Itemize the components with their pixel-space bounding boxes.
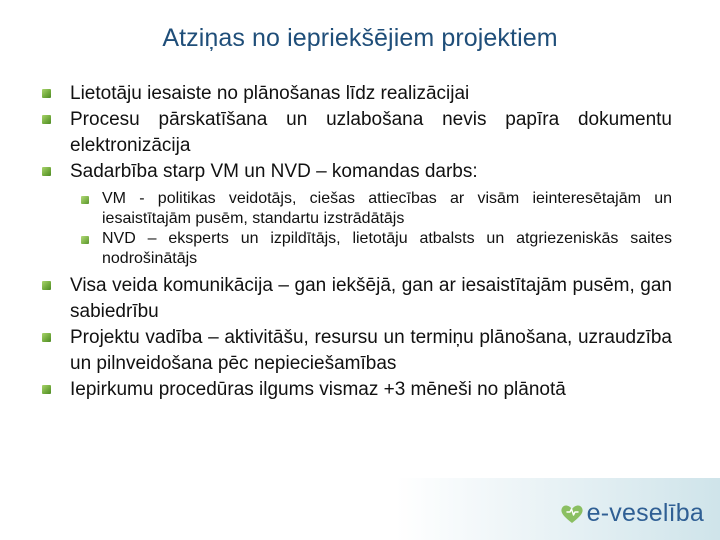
sub-bullet-text: NVD – eksperts un izpildītājs, lietotāju atbalsts un atgriezeniskās saites nodrošinātājs bbox=[102, 230, 672, 267]
square-bullet-icon bbox=[81, 236, 89, 244]
heart-leaf-icon bbox=[559, 503, 585, 525]
bullet-text: Lietotāju iesaiste no plānošanas līdz realizācijai bbox=[70, 83, 470, 104]
square-bullet-icon bbox=[42, 281, 51, 290]
slide-title: Atziņas no iepriekšējiem projektiem bbox=[162, 24, 558, 52]
bullet-text: Projektu vadība – aktivitāšu, resursu un termiņu plānošana, uzraudzība un pilnveidošana pēc nepieciešamības bbox=[70, 327, 672, 374]
logo-text: e-veselība bbox=[586, 499, 704, 527]
square-bullet-icon bbox=[42, 115, 51, 124]
sub-bullet-item bbox=[72, 229, 672, 269]
bullet-text: Iepirkumu procedūras ilgums vismaz +3 mēneši no plānotā bbox=[70, 379, 566, 400]
square-bullet-icon bbox=[42, 333, 51, 342]
bullet-text: Procesu pārskatīšana un uzlabošana nevis papīra dokumentu elektronizācija bbox=[70, 109, 672, 156]
sub-bullet-list bbox=[72, 189, 672, 269]
bullet-item bbox=[40, 325, 672, 377]
bullet-item bbox=[40, 273, 672, 325]
square-bullet-icon bbox=[42, 385, 51, 394]
bullet-item bbox=[40, 377, 672, 403]
e-veseliba-logo bbox=[559, 499, 704, 528]
square-bullet-icon bbox=[81, 196, 89, 204]
sub-bullet-text: VM - politikas veidotājs, ciešas attiecības ar visām ieinteresētajām un iesaistītajām pusēm, standartu izstrādātājs bbox=[102, 190, 672, 227]
slide-content bbox=[40, 81, 672, 403]
bullet-item bbox=[40, 159, 672, 185]
bullet-item bbox=[40, 107, 672, 159]
bullet-item bbox=[40, 81, 672, 107]
square-bullet-icon bbox=[42, 167, 51, 176]
sub-bullet-item bbox=[72, 189, 672, 229]
bullet-text: Visa veida komunikācija – gan iekšējā, gan ar iesaistītajām pusēm, gan sabiedrību bbox=[70, 275, 672, 322]
bullet-text: Sadarbība starp VM un NVD – komandas darbs: bbox=[70, 161, 478, 182]
square-bullet-icon bbox=[42, 89, 51, 98]
